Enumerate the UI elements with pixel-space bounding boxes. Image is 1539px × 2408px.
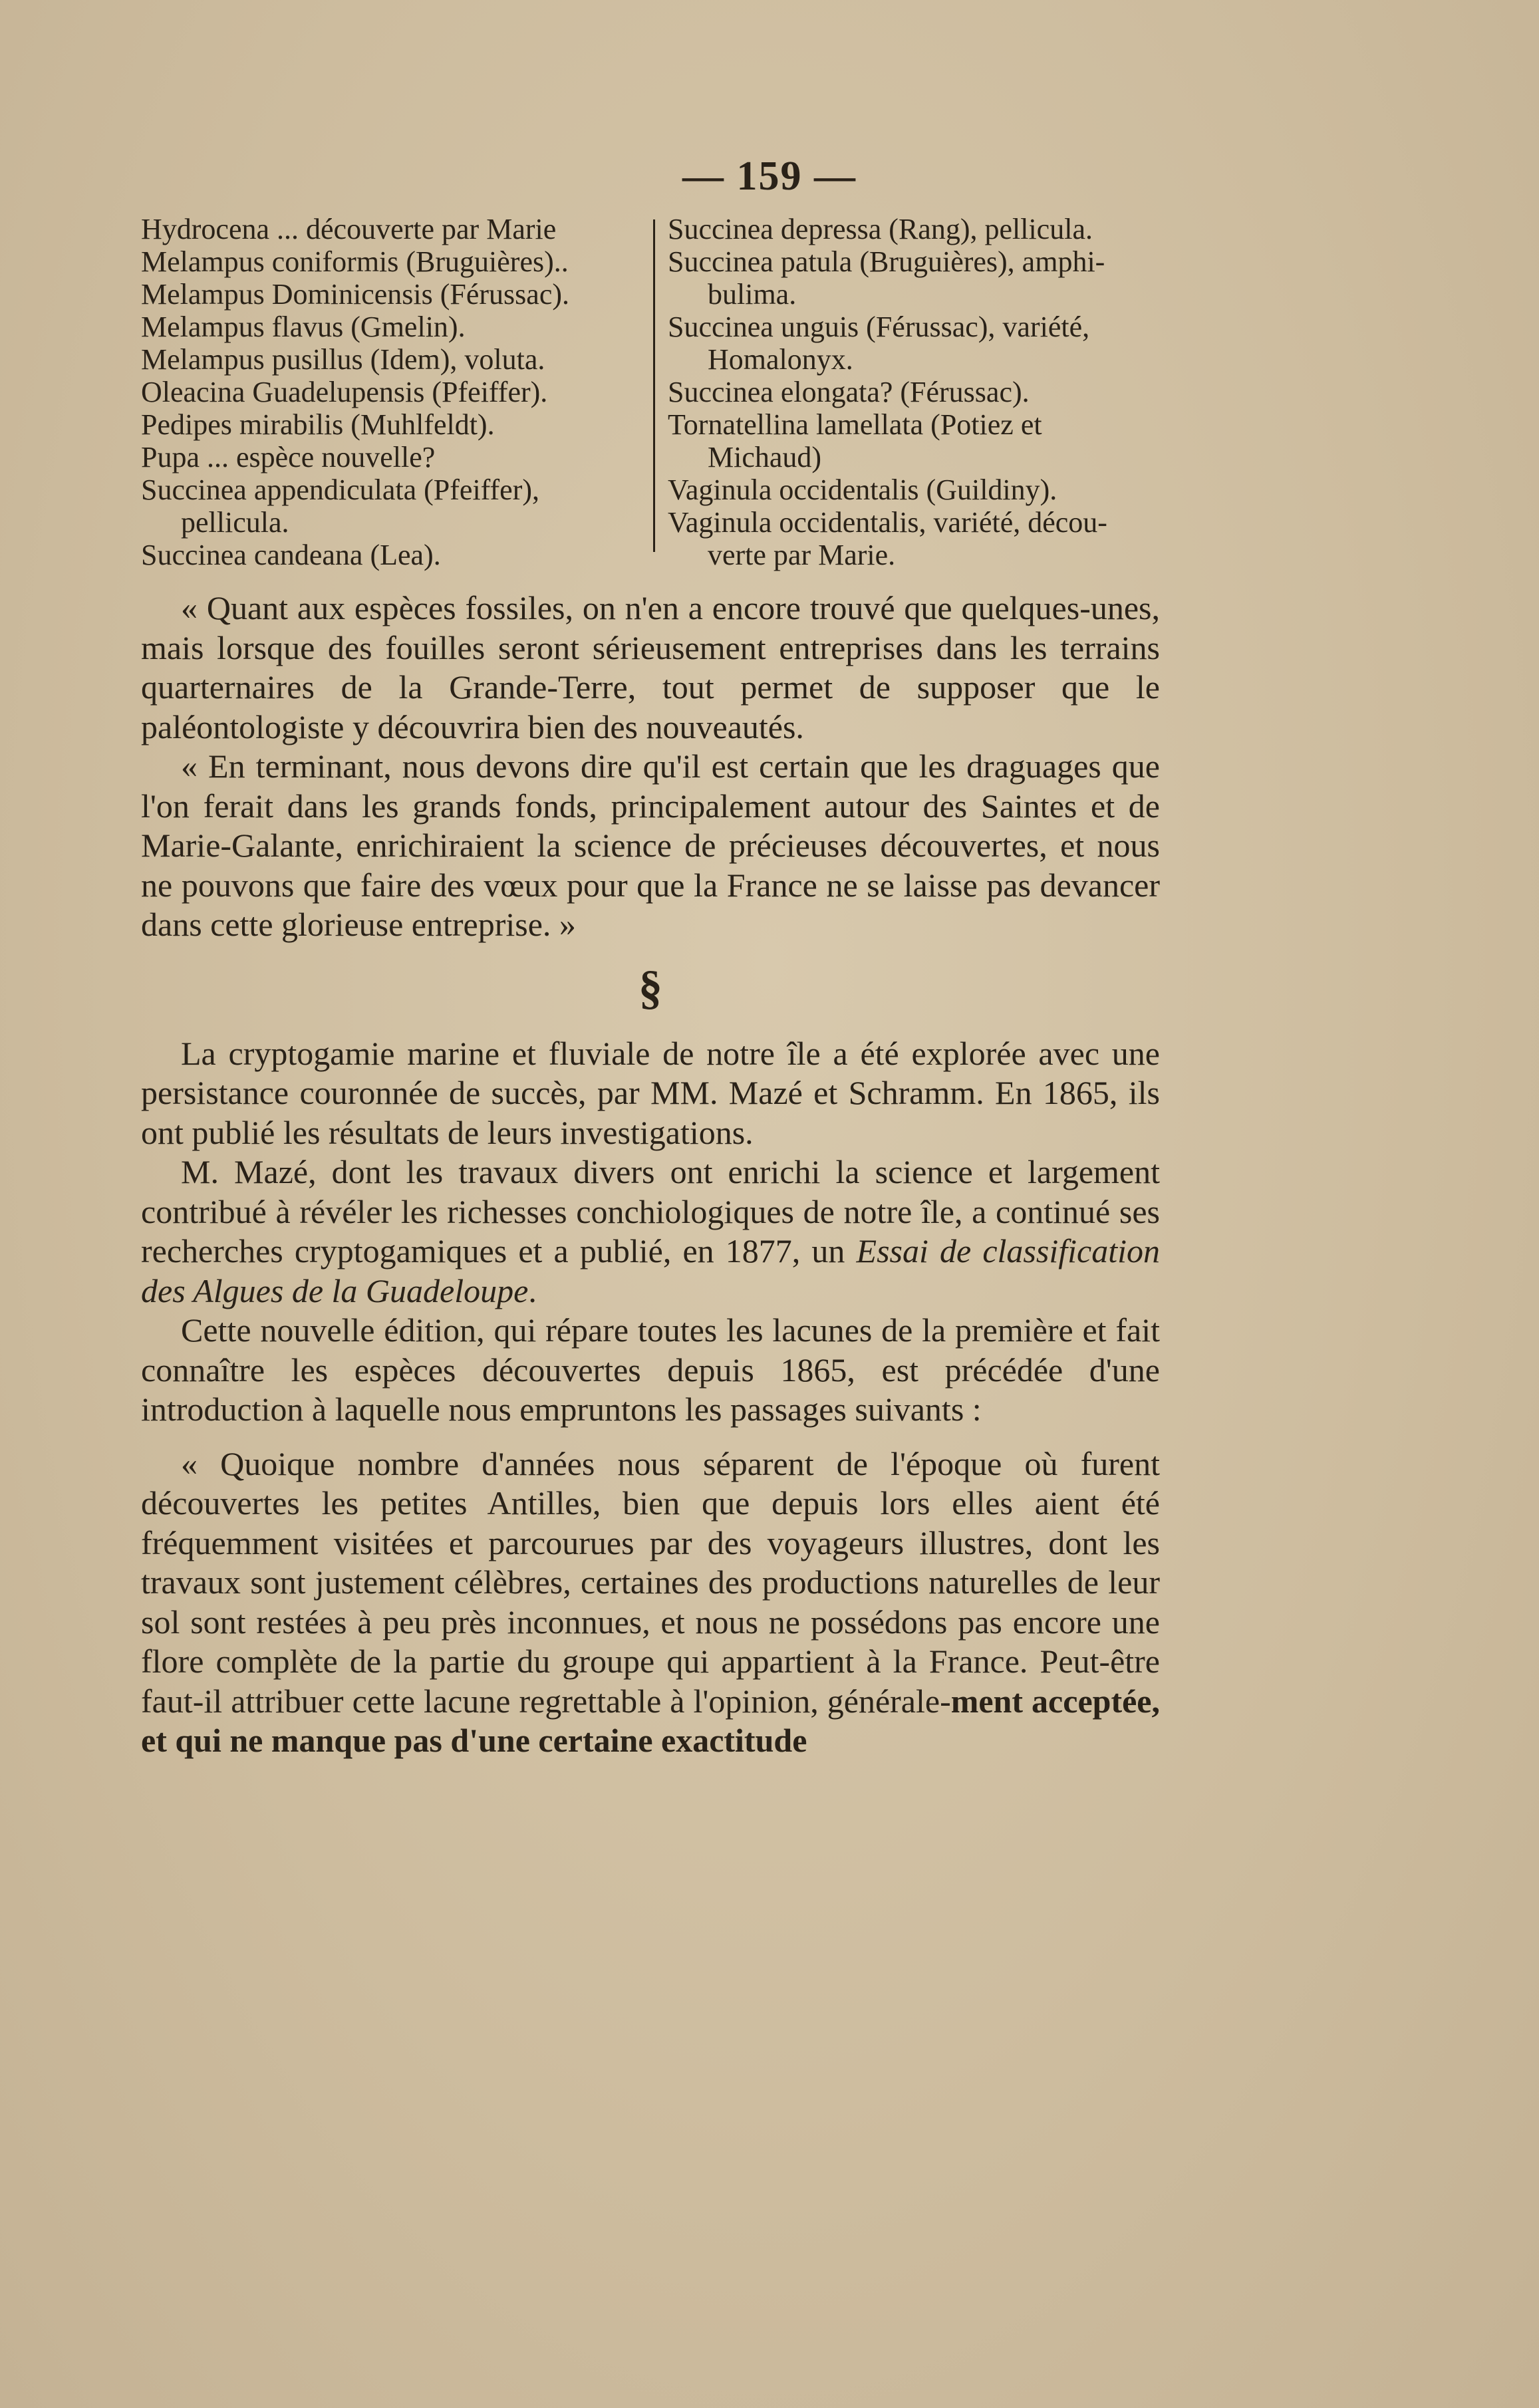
species-entry: Vaginula occidentalis (Guildiny). [668,473,1057,506]
column-divider [653,219,655,552]
species-entry: Succinea depressa (Rang), pellicula. [668,213,1093,245]
paragraph-maze-end: . [528,1271,537,1309]
paragraph-quote-last-line: ment acceptée, et qui ne manque pas d'une certaine exactitude [141,1682,1160,1759]
paragraph-maze-text: M. Mazé, dont les travaux divers ont enrichi la science et largement contribué à révéler les richesses conchiologiques de notre île, a continué ses recherches cryptogamiques et a publié, en 1877, un [141,1153,1160,1270]
species-entry: Melampus Dominicensis (Férussac). [141,278,569,311]
species-entry: bulima. [708,278,797,311]
species-entry: Succinea candeana (Lea). [141,539,441,571]
species-entry: Vaginula occidentalis, variété, décou- [668,506,1107,539]
paragraph-dredging: « En terminant, nous devons dire qu'il est certain que les draguages que l'on ferait dans les grands fonds, principalement autour des Saintes et de Marie-Galante, enrichiraient la science de précieuses découvertes, et nous ne pouvons que faire des vœux pour que la France ne se laisse pas devancer dans cette glorieuse entreprise. » [141,747,1160,943]
species-entry: Melampus pusillus (Idem), voluta. [141,343,545,376]
paragraph-new-edition: Cette nouvelle édition, qui répare toutes les lacunes de la première et fait connaître les espèces découvertes depuis 1865, est précédée d'une introduction à laquelle nous empruntons les passages suivants : [141,1311,1160,1428]
paragraph-fossil-species: « Quant aux espèces fossiles, on n'en a encore trouvé que quelques-unes, mais lorsque des fouilles seront sérieusement entreprises dans les terrains quarternaires de la Grande-Terre, tout permet de supposer que le paléontologiste y découvrira bien des nouveautés. [141,589,1160,745]
species-entry: Pedipes mirabilis (Muhlfeldt). [141,408,495,441]
species-entry: Oleacina Guadelupensis (Pfeiffer). [141,376,548,408]
paragraph-quote-text: « Quoique nombre d'années nous séparent de l'époque où furent découvertes les petites Antilles, bien que depuis lors elles aient été fréquemment visitées et parcourues par des voyageurs illustres, dont les travaux sont justement célèbres, certaines des productions naturelles de leur sol sont restées à peu près inconnues, et nous ne possédons pas encore une flore complète de la partie du groupe qui appartient à la France. Peut-être faut-il attribuer cette lacune regrettable à l'opinion, générale- [141,1444,1160,1720]
species-entry: pellicula. [181,506,289,539]
species-column-left [141,213,646,571]
species-entry: Melampus coniformis (Bruguières).. [141,245,569,278]
paragraph-maze [141,1152,1160,1311]
species-entry: Hydrocena ... découverte par Marie [141,213,557,245]
species-entry: Michaud) [708,441,822,473]
species-entry: Succinea unguis (Férussac), variété, [668,311,1090,343]
species-column-right [668,213,1160,571]
species-entry: verte par Marie. [708,539,896,571]
species-entry: Succinea appendiculata (Pfeiffer), [141,473,540,506]
species-entry: Melampus flavus (Gmelin). [141,311,466,343]
species-entry: Homalonyx. [708,343,853,376]
species-entry: Pupa ... espèce nouvelle? [141,441,436,473]
species-list [141,213,1160,571]
body-text [141,589,1160,1761]
page-number: — 159 — [682,154,857,199]
paragraph-cryptogamy: La cryptogamie marine et fluviale de notre île a été explorée avec une persistance couronnée de succès, par MM. Mazé et Schramm. En 1865, ils ont publié les résultats de leurs investigations. [141,1034,1160,1151]
paragraph-quote [141,1444,1160,1761]
section-mark: § [638,960,662,1014]
species-entry: Succinea elongata? (Férussac). [668,376,1030,408]
species-entry: Succinea patula (Bruguières), amphi- [668,245,1105,278]
book-title: Essai de classification des Algues de la Guadeloupe [141,1232,1160,1309]
species-entry: Tornatellina lamellata (Potiez et [668,408,1042,441]
